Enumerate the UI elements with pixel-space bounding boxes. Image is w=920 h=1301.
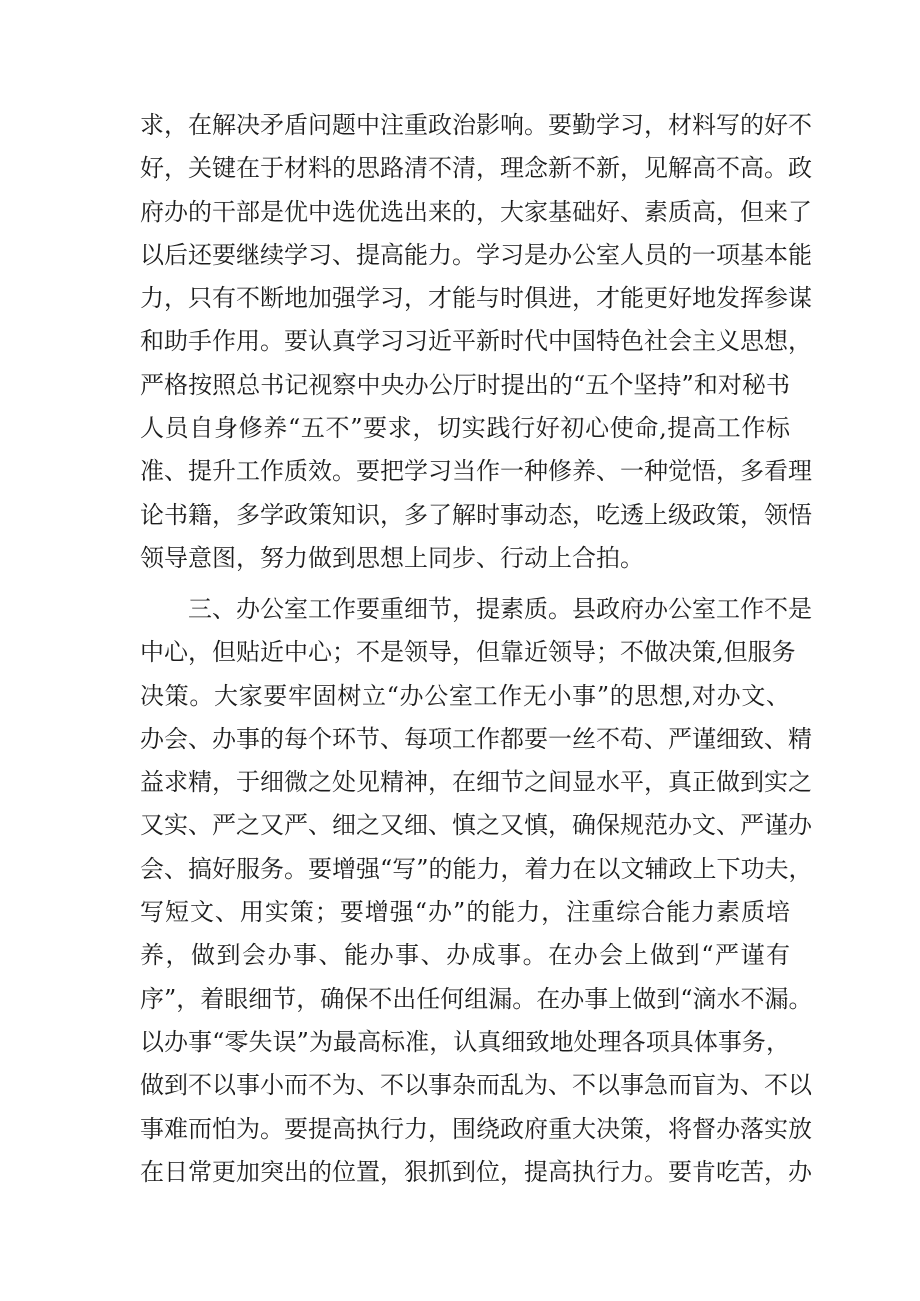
- text-line: 府办的干部是优中选优选出来的，大家基础好、素质高，但来了: [140, 197, 812, 226]
- text-line: 准、提升工作质效。要把学习当作一种修养、一种觉悟，多看理: [140, 457, 812, 486]
- text-line: 办会、办事的每个环节、每项工作都要一丝不苟、严谨细致、精: [140, 724, 812, 753]
- text-line: 力，只有不断地加强学习，才能与时俱进，才能更好地发挥参谋: [140, 284, 812, 313]
- text-line: 中心，但贴近中心；不是领导，但靠近领导；不做决策,但服务: [140, 638, 796, 667]
- text-line: 论书籍，多学政策知识，多了解时事动态，吃透上级政策，领悟: [140, 500, 812, 529]
- text-line: 又实、严之又严、细之又细、慎之又慎，确保规范办文、严谨办: [140, 811, 812, 840]
- text-line: 做到不以事小而不为、不以事杂而乱为、不以事急而盲为、不以: [140, 1071, 812, 1100]
- text-line: 写短文、用实策；要增强“办”的能力，注重综合能力素质培: [140, 898, 790, 927]
- text-line: 三、办公室工作要重细节，提素质。县政府办公室工作不是: [188, 595, 812, 623]
- text-line: 序”，着眼细节，确保不出任何组漏。在办事上做到“滴水不漏。: [140, 984, 813, 1013]
- text-line: 领导意图，努力做到思想上同步、行动上合拍。: [140, 543, 644, 572]
- text-line: 以办事“零失误”为最高标准，认真细致地处理各项具体事务，: [140, 1027, 790, 1056]
- text-line: 严格按照总书记视察中央办公厅时提出的“五个坚持”和对秘书: [140, 370, 790, 399]
- text-line: 在日常更加突出的位置，狠抓到位，提高执行力。要肯吃苦，办: [140, 1157, 812, 1186]
- text-line: 事难而怕为。要提高执行力，围绕政府重大决策，将督办落实放: [140, 1114, 812, 1143]
- text-line: 养，做到会办事、能办事、办成事。在办会上做到“严谨有: [140, 941, 790, 970]
- text-line: 决策。大家要牢固树立“办公室工作无小事”的思想,对办文、: [140, 681, 790, 710]
- text-line: 求，在解决矛盾问题中注重政治影响。要勤学习，材料写的好不: [140, 111, 812, 139]
- text-line: 和助手作用。要认真学习习近平新时代中国特色社会主义思想，: [140, 327, 812, 356]
- text-line: 益求精，于细微之处见精神，在细节之间显水平，真正做到实之: [140, 768, 812, 797]
- text-line: 会、搞好服务。要增强“写”的能力，着力在以文辅政上下功夫，: [140, 854, 813, 883]
- paragraph-2: [140, 588, 813, 1194]
- paragraph-1: [140, 104, 812, 580]
- text-line: 好，关键在于材料的思路清不清，理念新不新，见解高不高。政: [140, 154, 812, 183]
- text-line: 人员自身修养“五不”要求，切实践行好初心使命,提高工作标: [140, 414, 790, 443]
- text-line: 以后还要继续学习、提高能力。学习是办公室人员的一项基本能: [140, 240, 812, 269]
